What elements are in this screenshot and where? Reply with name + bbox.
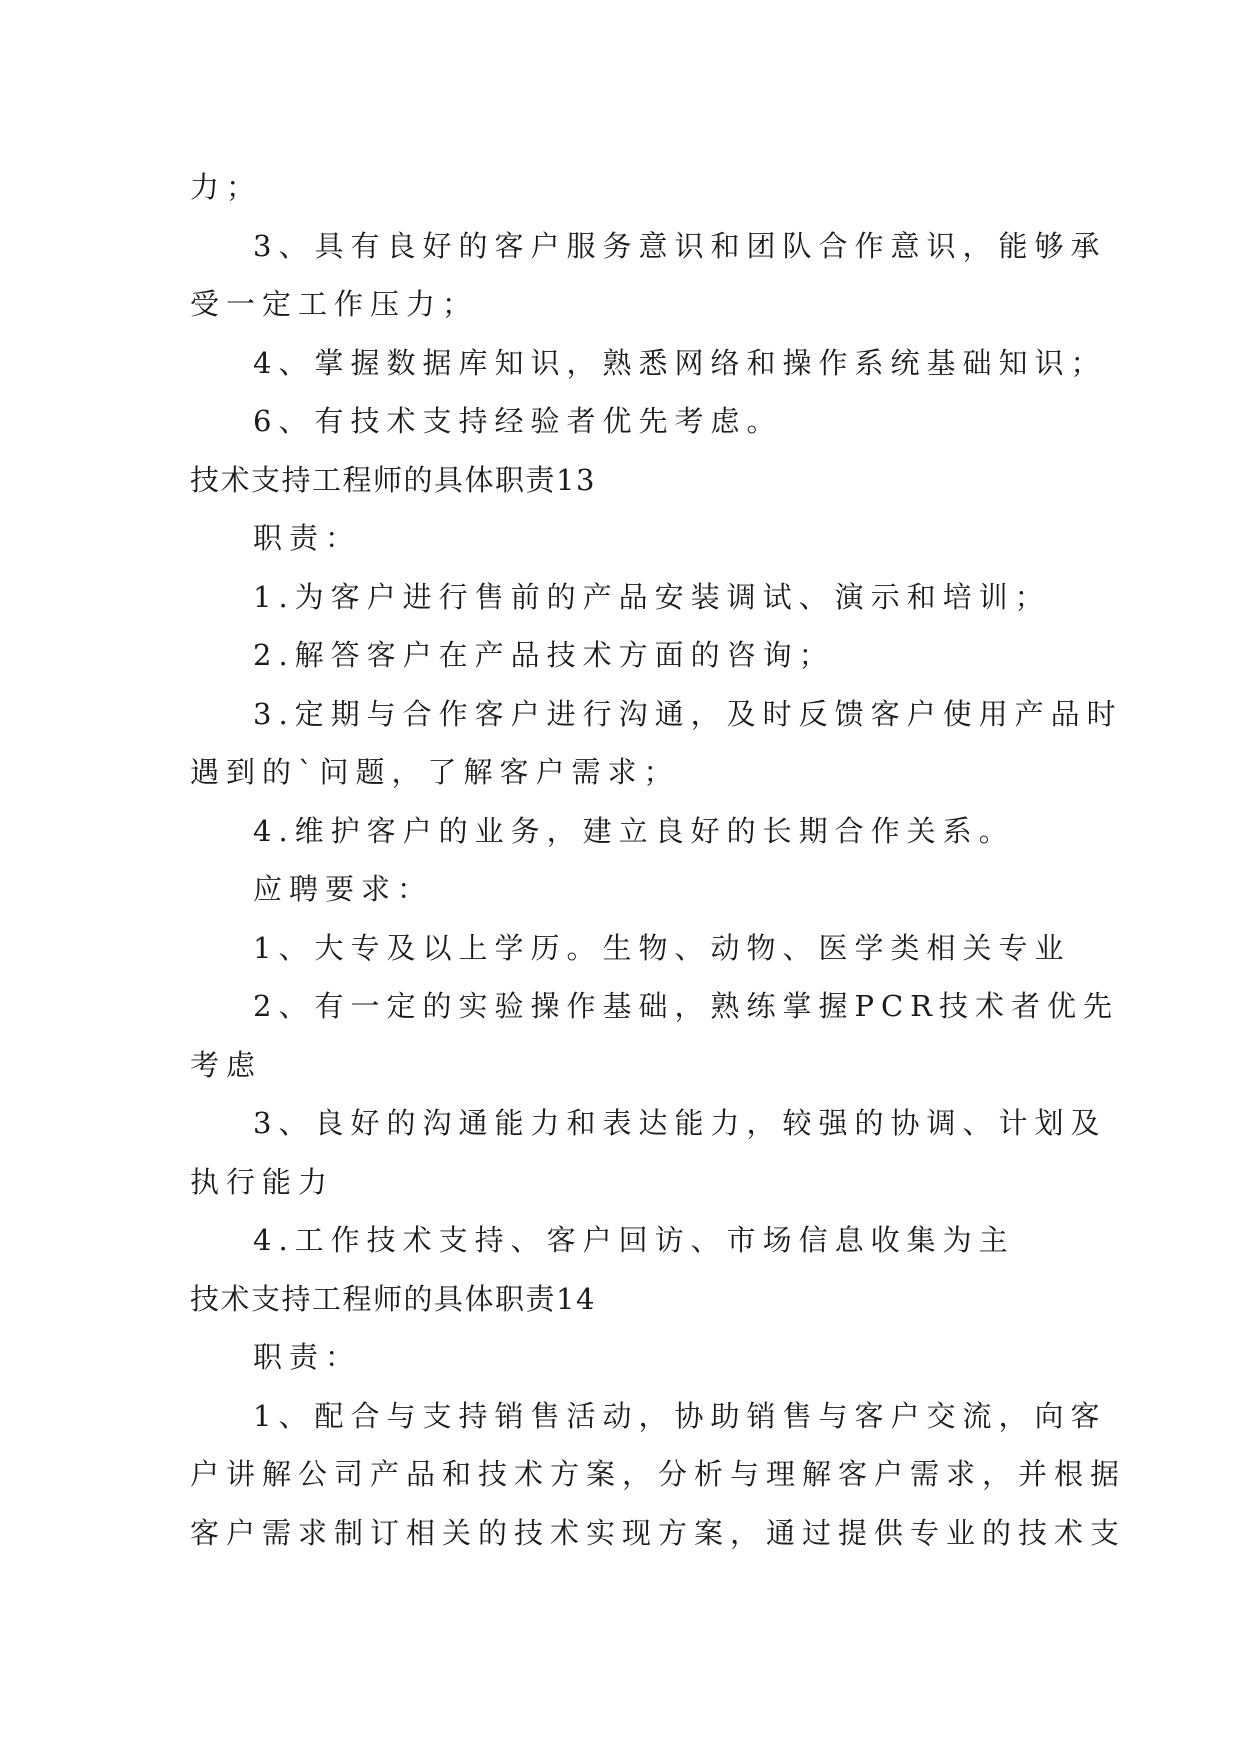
text-line: 1.为客户进行售前的产品安装调试、演示和培训； [253,579,1051,614]
document-page [190,158,1127,1562]
subheading: 职责： [253,521,362,555]
section-heading: 技术支持工程师的具体职责14 [190,1281,596,1316]
text-line: 受一定工作压力； [190,287,479,321]
subheading: 职责： [253,1340,362,1374]
text-line: 户讲解公司产品和技术方案，分析与理解客户需求，并根据 [190,1457,1127,1491]
text-line: 3、具有良好的客户服务意识和团队合作意识，能够承 [253,228,1107,263]
text-line: 考虑 [190,1047,263,1082]
text-line: 执行能力 [190,1164,335,1199]
subheading: 应聘要求： [253,872,434,906]
text-line: 2.解答客户在产品技术方面的咨询； [253,638,835,672]
text-line: 2、有一定的实验操作基础，熟练掌握PCR技术者优先 [253,989,1119,1023]
text-line: 客户需求制订相关的技术实现方案，通过提供专业的技术支 [190,1515,1127,1550]
text-line: 4.维护客户的业务，建立良好的长期合作关系。 [253,813,1015,848]
section-heading: 技术支持工程师的具体职责13 [190,462,596,497]
text-line: 1、大专及以上学历。生物、动物、医学类相关专业 [253,930,1071,965]
text-line: 遇到的`问题，了解客户需求； [190,755,680,789]
text-line: 6、有技术支持经验者优先考虑。 [253,404,783,438]
text-line: 4.工作技术支持、客户回访、市场信息收集为主 [253,1223,1015,1257]
text-line: 3.定期与合作客户进行沟通，及时反馈客户使用产品时 [253,696,1123,731]
text-line: 1、配合与支持销售活动，协助销售与客户交流，向客 [253,1398,1107,1433]
text-line: 4、掌握数据库知识，熟悉网络和操作系统基础知识； [253,345,1107,380]
text-line: 力； [190,170,263,204]
text-line: 3、良好的沟通能力和表达能力，较强的协调、计划及 [253,1106,1107,1140]
